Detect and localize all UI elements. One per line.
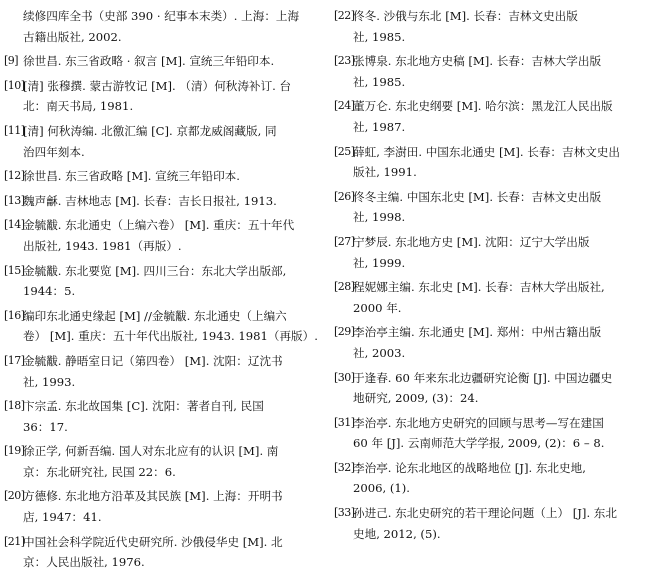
reference-text-line: 徐世昌. 东三省政略 · 叙言 [M]. 宣统三年铅印本. [23, 54, 275, 69]
reference-number: [32] [334, 460, 355, 474]
reference-text-line: 魏声龢. 吉林地志 [M]. 长春：吉长日报社, 1913. [23, 193, 277, 208]
reference-text-line: 金毓黻. 东北要览 [M]. 四川三台：东北大学出版部, [23, 263, 287, 278]
reference-text-line: 社, 1999. [353, 255, 406, 270]
reference-text-line: 张博泉. 东北地方史稿 [M]. 长春：吉林大学出版 [353, 54, 602, 69]
reference-column-left [4, 6, 322, 577]
reference-text-line: 社, 2003. [353, 345, 406, 360]
reference-entry [4, 51, 322, 72]
reference-text-line: 董万仑. 东北史纲要 [M]. 哈尔滨：黑龙江人民出版 [353, 99, 613, 114]
reference-column-right [334, 6, 646, 548]
reference-number: [33] [334, 506, 355, 520]
reference-text-line: 2006, (1). [353, 481, 410, 496]
reference-number: [12] [4, 169, 25, 183]
reference-text-line: [清] 张穆撰. 蒙古游牧记 [M]. （清）何秋涛补订. 台 [23, 78, 292, 93]
reference-text-line: 李治亭. 论东北地区的战略地位 [J]. 东北史地, [353, 460, 586, 475]
reference-entry [334, 413, 646, 454]
reference-text-line: 出版社, 1943. 1981（再版）. [23, 238, 182, 253]
reference-entry [334, 6, 646, 47]
reference-text-line: 孙进己. 东北史研究的若干理论问题（上） [J]. 东北 [353, 506, 617, 521]
reference-number: [28] [334, 280, 355, 294]
reference-number: [13] [4, 193, 25, 207]
reference-text-line: 古籍出版社, 2002. [23, 29, 122, 44]
reference-number: [19] [4, 444, 25, 458]
reference-text-line: 徐正学, 何新吾编. 国人对东北应有的认识 [M]. 南 [23, 444, 279, 459]
reference-number: [30] [334, 370, 355, 384]
reference-number: [16] [4, 308, 25, 322]
reference-text-line: 1944：5. [23, 284, 76, 299]
reference-text-line: 京：人民出版社, 1976. [23, 555, 145, 570]
reference-number: [27] [334, 234, 355, 248]
reference-entry [334, 142, 646, 183]
reference-entry [334, 458, 646, 499]
reference-number: [29] [334, 325, 355, 339]
reference-number: [9] [4, 54, 19, 68]
reference-entry [334, 96, 646, 137]
reference-text-line: 宁梦辰. 东北地方史 [M]. 沈阳：辽宁大学出版 [353, 234, 590, 249]
reference-entry [334, 51, 646, 92]
reference-number: [15] [4, 263, 25, 277]
reference-text-line: 徐世昌. 东三省政略 [M]. 宣统三年铅印本. [23, 169, 240, 184]
reference-number: [21] [4, 534, 25, 548]
reference-entry [4, 396, 322, 437]
reference-number: [22] [334, 9, 355, 22]
reference-text-line: 北：南天书局, 1981. [23, 99, 134, 114]
reference-text-line: 2000 年. [353, 300, 402, 315]
reference-entry [4, 215, 322, 256]
reference-entry [4, 441, 322, 482]
reference-number: [20] [4, 489, 25, 503]
reference-number: [11] [4, 123, 25, 137]
reference-entry [4, 306, 322, 347]
reference-text-line: 36：17. [23, 419, 68, 434]
reference-entry [4, 261, 322, 302]
reference-entry [4, 166, 322, 187]
reference-text-line: 地研究, 2009, (3)：24. [353, 391, 479, 406]
reference-text-line: 中国社会科学院近代史研究所. 沙俄侵华史 [M]. 北 [23, 534, 283, 549]
reference-number: [18] [4, 399, 25, 413]
reference-number: [23] [334, 54, 355, 68]
reference-text-line: 社, 1985. [353, 74, 406, 89]
reference-number: [17] [4, 353, 25, 367]
reference-text-line: 续修四库全书（史部 390 · 纪事本末类）. 上海：上海 [23, 9, 300, 23]
reference-text-line: 社, 1987. [353, 119, 406, 134]
reference-text-line: 佟冬主编. 中国东北史 [M]. 长春：吉林文史出版 [353, 189, 602, 204]
reference-number: [31] [334, 415, 355, 429]
reference-number: [26] [334, 189, 355, 203]
reference-text-line: 方德修. 东北地方沿革及其民族 [M]. 上海：开明书 [23, 489, 283, 504]
reference-text-line: 薛虹, 李澍田. 中国东北通史 [M]. 长春：吉林文史出 [353, 144, 620, 159]
reference-number: [25] [334, 144, 355, 158]
reference-entry [334, 232, 646, 273]
reference-text-line: 社, 1993. [23, 374, 76, 389]
reference-number: [14] [4, 218, 25, 232]
reference-entry [4, 6, 322, 47]
reference-number: [10] [4, 78, 25, 92]
reference-text-line: 治四年刻本. [23, 144, 85, 159]
reference-entry [334, 187, 646, 228]
reference-text-line: 60 年 [J]. 云南师范大学学报, 2009, (2)：6 – 8. [353, 436, 605, 451]
reference-entry [334, 322, 646, 363]
reference-text-line: 于逢春. 60 年来东北边疆研究论衡 [J]. 中国边疆史 [353, 370, 613, 385]
reference-entry [334, 368, 646, 409]
reference-text-line: 社, 1985. [353, 29, 406, 44]
reference-text-line: 卞宗孟. 东北故国集 [C]. 沈阳：著者自刊, 民国 [23, 399, 264, 414]
reference-entry [4, 76, 322, 117]
reference-text-line: 程妮娜主编. 东北史 [M]. 长春：吉林大学出版社, [353, 280, 605, 295]
reference-text-line: 金毓黻. 静晤室日记（第四卷） [M]. 沈阳：辽沈书 [23, 353, 283, 368]
reference-text-line: 版社, 1991. [353, 165, 417, 180]
reference-text-line: 京：东北研究社, 民国 22：6. [23, 464, 176, 479]
reference-text-line: 社, 1998. [353, 210, 406, 225]
reference-entry [334, 277, 646, 318]
reference-entry [4, 191, 322, 212]
reference-entry [4, 121, 322, 162]
reference-text-line: 李治亭主编. 东北通史 [M]. 郑州：中州古籍出版 [353, 325, 602, 340]
reference-text-line: 佟冬. 沙俄与东北 [M]. 长春：吉林文史出版 [353, 9, 578, 23]
reference-text-line: [清] 何秋涛编. 北徼汇编 [C]. 京都龙威阁藏版, 同 [23, 123, 277, 138]
reference-text-line: 店, 1947：41. [23, 510, 102, 525]
reference-text-line: 李治亭. 东北地方史研究的回顾与思考—写在建国 [353, 415, 604, 430]
reference-number: [24] [334, 99, 355, 113]
reference-text-line: 卷） [M]. 重庆：五十年代出版社, 1943. 1981（再版）. [23, 329, 318, 344]
reference-text-line: 编印东北通史缘起 [M] //金毓黻. 东北通史（上编六 [23, 308, 287, 323]
reference-text-line: 金毓黻. 东北通史（上编六卷） [M]. 重庆：五十年代 [23, 218, 295, 233]
reference-entry [334, 503, 646, 544]
reference-entry [4, 532, 322, 573]
reference-text-line: 史地, 2012, (5). [353, 526, 441, 541]
reference-entry [4, 486, 322, 527]
reference-entry [4, 351, 322, 392]
